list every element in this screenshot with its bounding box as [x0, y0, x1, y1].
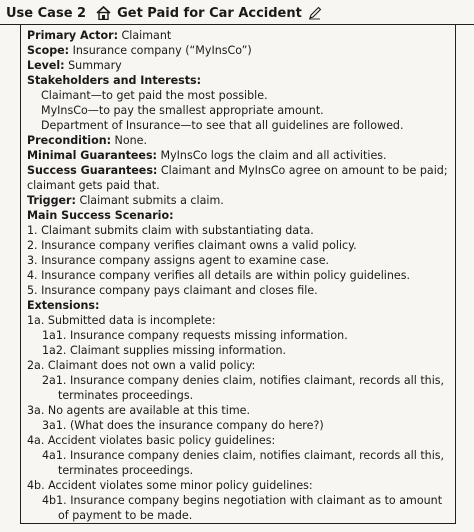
main-step: 4. Insurance company verifies all details are within policy guidelines. [27, 269, 411, 282]
use-case-title: Get Paid for Car Accident [117, 5, 302, 21]
extension-1a: 1a. Submitted data is incomplete: [27, 314, 216, 327]
extension-3a: 3a. No agents are available at this time. [27, 404, 250, 417]
scope-label: Scope: [27, 44, 70, 57]
trigger-row [27, 193, 455, 208]
level-row [27, 58, 455, 73]
extension-4a1: 4a1. Insurance company denies claim, notifies claimant, records all this, terminates proceedings. [42, 449, 445, 477]
use-case-number: Use Case 2 [6, 5, 87, 21]
primary-actor-value: Claimant [118, 29, 172, 42]
house-icon [96, 6, 111, 20]
primary-actor-row [27, 28, 455, 43]
pencil-icon [308, 6, 322, 20]
extension-2a: 2a. Claimant does not own a valid policy: [27, 359, 256, 372]
use-case-body [20, 25, 456, 524]
stakeholder-item: MyInsCo—to pay the smallest appropriate amount. [41, 104, 324, 117]
extension-1a1: 1a1. Insurance company requests missing information. [42, 329, 348, 342]
main-step: 3. Insurance company assigns agent to examine case. [27, 254, 330, 267]
precondition-value: None. [111, 134, 148, 147]
stakeholder-item: Claimant—to get paid the most possible. [41, 89, 268, 102]
trigger-label: Trigger: [27, 194, 76, 207]
scope-row [27, 43, 455, 58]
precondition-label: Precondition: [27, 134, 112, 147]
success-guarantees-value: Claimant and MyInsCo agree on amount to be paid; claimant gets paid that. [27, 164, 448, 192]
main-step: 2. Insurance company verifies claimant owns a valid policy. [27, 239, 357, 252]
level-value: Summary [64, 59, 122, 72]
stakeholder-item: Department of Insurance—to see that all guidelines are followed. [41, 119, 404, 132]
trigger-value: Claimant submits a claim. [75, 194, 224, 207]
main-step: 1. Claimant submits claim with substantiating data. [27, 224, 314, 237]
extension-4b1: 4b1. Insurance company begins negotiation with claimant as to amount of payment to be made. [42, 494, 443, 522]
extension-1a2: 1a2. Claimant supplies missing information. [42, 344, 287, 357]
primary-actor-label: Primary Actor: [27, 29, 119, 42]
scope-value: Insurance company (“MyInsCo”) [69, 44, 252, 57]
minimal-guarantees-label: Minimal Guarantees: [27, 149, 157, 162]
extension-2a1: 2a1. Insurance company denies claim, notifies claimant, records all this, terminates proceedings. [42, 374, 445, 402]
minimal-guarantees-row [27, 148, 455, 163]
success-guarantees-label: Success Guarantees: [27, 164, 158, 177]
extension-4b: 4b. Accident violates some minor policy guidelines: [27, 479, 313, 492]
success-guarantees-row [27, 163, 455, 193]
precondition-row [27, 133, 455, 148]
minimal-guarantees-value: MyInsCo logs the claim and all activities. [157, 149, 387, 162]
use-case-header [6, 5, 468, 21]
stakeholders-label: Stakeholders and Interests: [27, 74, 202, 87]
level-label: Level: [27, 59, 65, 72]
main-success-label: Main Success Scenario: [27, 209, 174, 222]
extension-3a1: 3a1. (What does the insurance company do here?) [42, 419, 324, 432]
main-step: 5. Insurance company pays claimant and closes file. [27, 284, 318, 297]
extension-4a: 4a. Accident violates basic policy guidelines: [27, 434, 276, 447]
extensions-label: Extensions: [27, 299, 100, 312]
